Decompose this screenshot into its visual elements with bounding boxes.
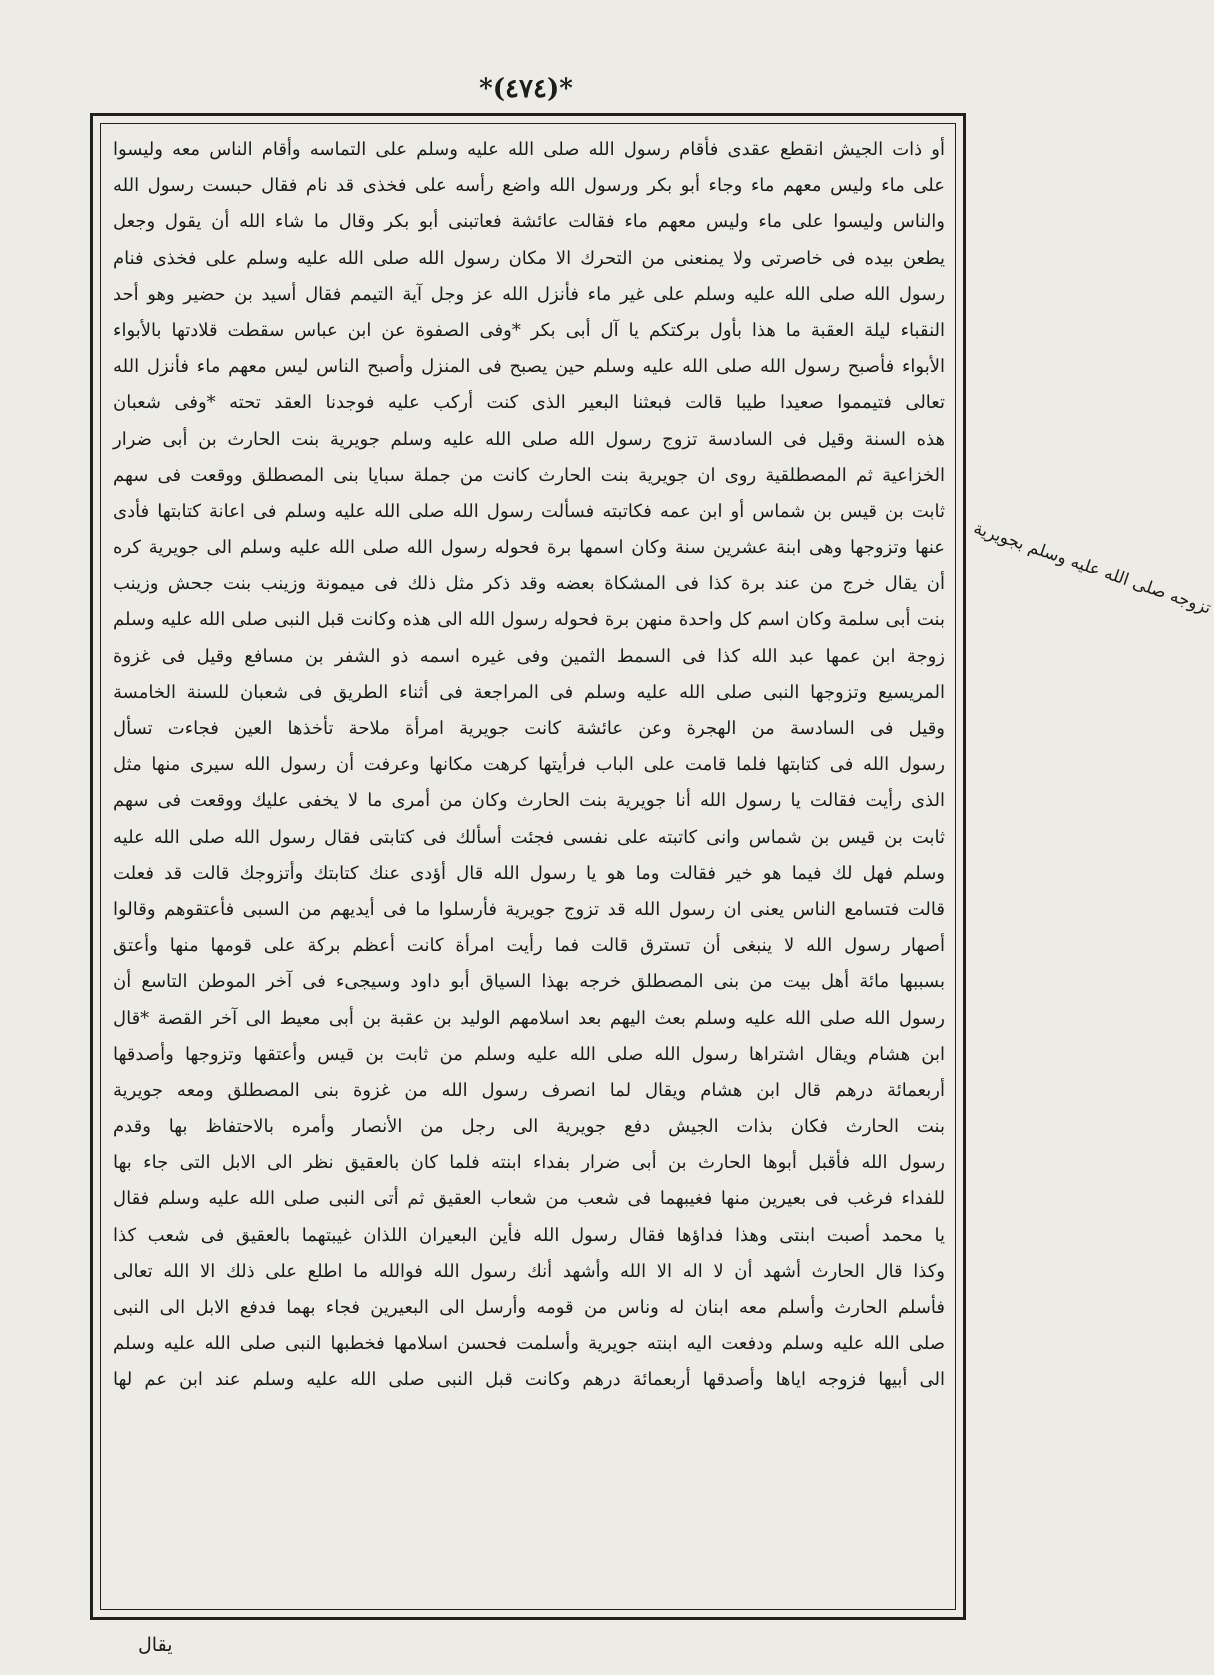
text-line: الأبواء فأصبح رسول الله صلى الله عليه وسلم حين يصبح فى المنزل وأصبح الناس ليس معهم ماء فأنزل الله xyxy=(113,356,945,378)
text-line: تعالى فتيمموا صعيدا طيبا قالت فبعثنا البعير الذى كنت أركب عليه فوجدنا العقد تحته *وفى شعبان xyxy=(113,392,945,414)
text-line: قالت فتسامع الناس يعنى ان رسول الله قد تزوج جويرية فأرسلوا ما فى أيديهم من السبى فأعتقوهم وقالوا xyxy=(113,898,945,920)
inner-frame xyxy=(100,123,956,1610)
text-line: وكذا قال الحارث أشهد أن لا اله الا الله وأشهد أنك رسول الله فوالله ما اطلع على ذلك الا الله تعالى xyxy=(113,1260,945,1282)
text-line: على ماء وليس معهم ماء وجاء أبو بكر ورسول الله واضع رأسه على فخذى قد نام فقال حبست رسول الله xyxy=(113,175,945,197)
main-text xyxy=(113,132,945,1399)
text-line: والناس وليسوا على ماء وليس معهم ماء فقالت عائشة فعاتبنى أبو بكر وقال ما شاء الله أن يقول وجعل xyxy=(113,211,945,233)
text-line: للفداء فرغب فى بعيرين منها فغيبهما فى شعب من شعاب العقيق ثم أتى النبى صلى الله عليه وسلم فقال xyxy=(113,1188,945,1210)
text-line: ابن هشام ويقال اشتراها رسول الله صلى الله عليه وسلم من ثابت بن قيس وأعتقها وتزوجها وأصدقها xyxy=(113,1043,945,1065)
text-line: يطعن بيده فى خاصرتى ولا يمنعنى من التحرك الا مكان رسول الله صلى الله عليه وسلم على فخذى فنام xyxy=(113,247,945,269)
text-line: النقباء ليلة العقبة ما هذا بأول بركتكم يا آل أبى بكر *وفى الصفوة عن ابن عباس سقطت قلادتها بالأبواء xyxy=(113,319,945,341)
text-line: يا محمد أصبت ابنتى وهذا فداؤها فقال رسول الله فأين البعيران اللذان غيبتهما بالعقيق فى شعب كذا xyxy=(113,1224,945,1246)
text-line: بنت أبى سلمة وكان اسم كل واحدة منهن برة فحوله رسول الله الى هذه وكانت قبل النبى صلى الله عليه وسلم xyxy=(113,609,945,631)
text-line: بنت الحارث فكان بذات الجيش دفع جويرية الى رجل من الأنصار وأمره بالاحتفاظ بها وقدم xyxy=(113,1116,945,1138)
text-line: وسلم فهل لك فيما هو خير فقالت وما هو يا رسول الله قال أؤدى عنك كتابتك وأتزوجك قالت قد فعلت xyxy=(113,862,945,884)
text-line: زوجة ابن عمها عبد الله كذا فى السمط الثمين وفى غيره اسمه ذو الشفر بن مسافع وقيل فى غزوة xyxy=(113,645,945,667)
text-line: بسببها مائة أهل بيت من بنى المصطلق خرجه بهذا السياق أبو داود وسيجىء فى آخر الموطن التاسع أن xyxy=(113,971,945,993)
text-line: أن يقال خرج من عند برة كذا فى المشكاة بعضه وقد ذكر مثل ذلك فى ميمونة وزينب بنت جحش وزينب xyxy=(113,573,945,595)
text-line: أربعمائة درهم قال ابن هشام ويقال لما انصرف رسول الله من غزوة بنى المصطلق ومعه جويرية xyxy=(113,1079,945,1101)
text-line: ثابت بن قيس بن شماس وانى كاتبته على نفسى فجئت أسألك فى كتابتى فقال رسول الله صلى الله عليه xyxy=(113,826,945,848)
catchword: يقال xyxy=(138,1634,173,1656)
text-line: عنها وتزوجها وهى ابنة عشرين سنة وكان اسمها برة فحوله رسول الله صلى الله عليه وسلم الى جويرية كره xyxy=(113,537,945,559)
text-line: الى أبيها فزوجه اياها وأصدقها أربعمائة درهم وكانت قبل النبى صلى الله عليه وسلم عند ابن عم لها xyxy=(113,1369,945,1391)
text-line: أصهار رسول الله لا ينبغى أن تسترق قالت فما رأيت امرأة كانت أعظم بركة على قومها منها وأعتق xyxy=(113,935,945,957)
text-line: وقيل فى السادسة من الهجرة وعن عائشة كانت جويرية امرأة ملاحة تأخذها العين فجاءت تسأل xyxy=(113,718,945,739)
text-line: هذه السنة وقيل فى السادسة تزوج رسول الله صلى الله عليه وسلم جويرية بنت الحارث بن أبى ضرار xyxy=(113,428,945,450)
text-line: رسول الله فأقبل أبوها الحارث بن أبى ضرار بفداء ابنته فلما كان بالعقيق نظر الى الابل التى جاء بها xyxy=(113,1152,945,1174)
text-line: صلى الله عليه وسلم ودفعت اليه ابنته جويرية وأسلمت فحسن اسلامها فخطبها النبى صلى الله عليه وسلم xyxy=(113,1333,945,1355)
text-line: رسول الله صلى الله عليه وسلم بعث اليهم بعد اسلامهم الوليد بن عقبة بن أبى معيط الى آخر القصة *قال xyxy=(113,1007,945,1029)
text-line: أو ذات الجيش انقطع عقدى فأقام رسول الله صلى الله عليه وسلم على التماسه وأقام الناس معه وليسوا xyxy=(113,139,946,160)
text-line: رسول الله فى كتابتها فلما قامت على الباب فرأيتها كرهت مكانها وعرفت أن رسول الله سيرى منها مثل xyxy=(113,754,945,776)
margin-note: تزوجه صلى الله عليه وسلم بجويرية xyxy=(971,518,1214,619)
text-line: الذى رأيت فقالت يا رسول الله أنا جويرية بنت الحارث وكان من أمرى ما لا يخفى عليك ووقعت فى سهم xyxy=(113,790,945,812)
text-line: المريسيع وتزوجها النبى صلى الله عليه وسلم فى المراجعة فى أثناء الطريق فى شعبان للسنة الخامسة xyxy=(113,681,945,703)
text-line: ثابت بن قيس بن شماس أو ابن عمه فكاتبته فسألت رسول الله صلى الله عليه وسلم فى اعانة كتابتها فأدى xyxy=(113,500,945,522)
text-line: الخزاعية ثم المصطلقية روى ان جويرية بنت الحارث كانت من جملة سبايا بنى المصطلق ووقعت فى سهم xyxy=(113,464,945,486)
page-number: *(٤٧٤)* xyxy=(479,74,573,104)
page-frame xyxy=(90,113,966,1620)
text-line: فأسلم الحارث وأسلم معه ابنان له وناس من قومه وأرسل الى البعيرين فجاء بهما فدفع الابل الى النبى xyxy=(113,1297,945,1318)
text-line: رسول الله صلى الله عليه وسلم على غير ماء فأنزل الله عز وجل آية التيمم فقال أسيد بن حضير وهو أحد xyxy=(113,283,945,305)
